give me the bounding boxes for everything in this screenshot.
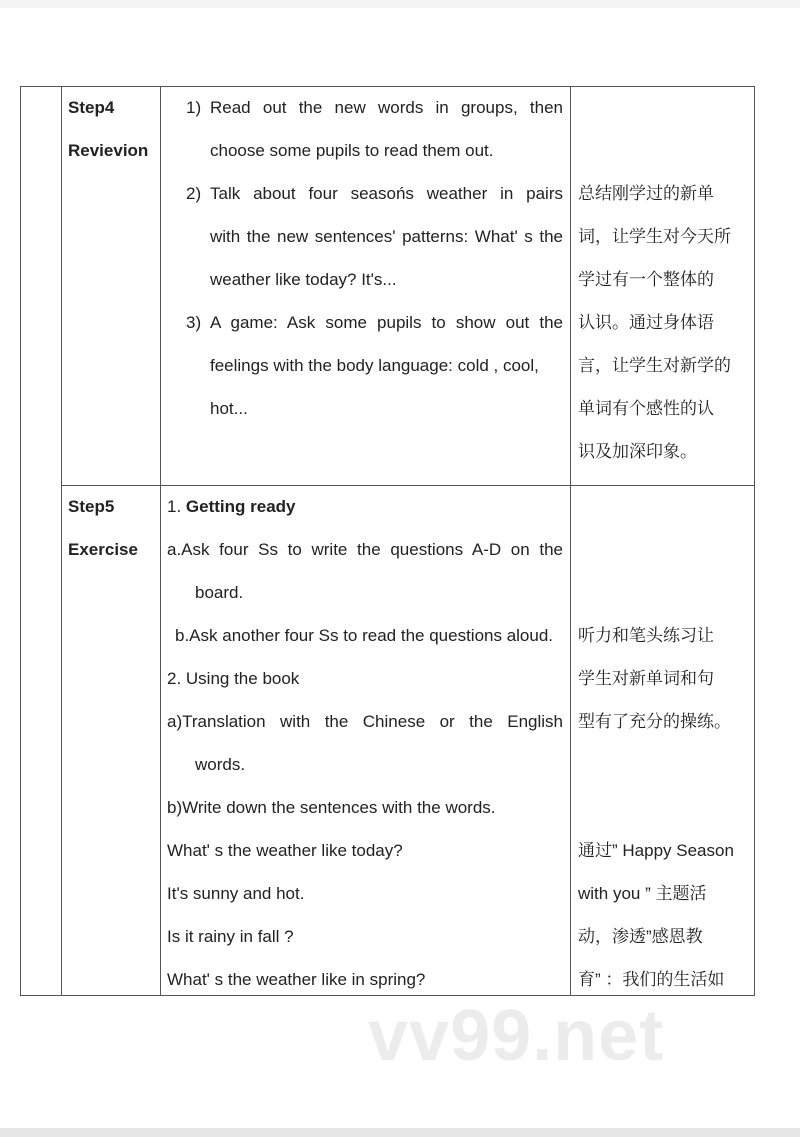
note-line: 认识。通过身体语: [578, 313, 714, 332]
activity-line: [167, 528, 563, 571]
activity-text: choose some pupils to read them out.: [210, 141, 494, 160]
activity-line: [167, 829, 563, 872]
note-line: 学过有一个整体的: [578, 270, 714, 289]
note-line: 识及加深印象。: [578, 442, 697, 461]
note-line: 学生对新单词和句: [578, 669, 714, 688]
activity-line: [167, 700, 563, 743]
activity-line: [210, 344, 563, 387]
activity-text: a.Ask four Ss to write the questions A-D on the: [167, 540, 563, 559]
activity-line: [210, 387, 563, 430]
activity-text: feelings with the body language: cold , cool,: [210, 356, 539, 375]
note-line: 型有了充分的操练。: [578, 712, 731, 731]
activity-text: A game: Ask some pupils to show out the: [210, 313, 563, 332]
note-line: 育” ：我们的生活如: [578, 970, 725, 989]
activity-line: [186, 172, 563, 215]
activity-text: Whatʹ s the weather like in spring?: [167, 970, 426, 989]
step-label: Revievion: [68, 141, 149, 160]
note-line: 通过” Happy Season: [578, 841, 734, 860]
step-label: Step4: [68, 98, 115, 117]
bottom-edge: [0, 1128, 800, 1137]
activity-text: Itʹs sunny and hot.: [167, 884, 305, 903]
activity-line: [175, 614, 563, 657]
activity-line: [210, 258, 563, 301]
activity-text: 2. Using the book: [167, 669, 300, 688]
note-line: 总结刚学过的新单: [578, 184, 714, 203]
table-border-vertical: [160, 86, 161, 996]
table-border-vertical: [570, 86, 571, 996]
list-number: 3): [186, 313, 202, 332]
activity-line: [167, 872, 563, 915]
top-edge: [0, 0, 800, 8]
activity-text: hot...: [210, 399, 248, 418]
activity-text: board.: [195, 583, 244, 602]
activity-line: [186, 86, 563, 129]
activity-text: b.Ask another four Ss to read the questions aloud.: [175, 626, 554, 645]
activity-text: b)Write down the sentences with the words.: [167, 798, 496, 817]
activity-text: with the new sentencesʹ patterns: Whatʹ s the: [210, 227, 563, 246]
activity-text: a)Translation with the Chinese or the English: [167, 712, 563, 731]
section-heading: Getting ready: [185, 497, 296, 516]
list-number: 2): [186, 184, 202, 203]
step-label: Step5: [68, 497, 115, 516]
activity-line: [195, 743, 563, 786]
step-label: Exercise: [68, 540, 138, 559]
watermark: vv99.net: [368, 996, 665, 1076]
activity-line: [195, 571, 563, 614]
note-line: 动，渗透”感恩教: [578, 927, 703, 946]
activity-text: Is it rainy in fall ?: [167, 927, 294, 946]
table-border-vertical: [20, 86, 21, 996]
activity-text: Read out the new words in groups, then: [210, 98, 563, 117]
note-line: with you ” 主题活: [578, 884, 707, 903]
note-line: 听力和笔头练习让: [578, 626, 714, 645]
activity-line: [167, 786, 563, 829]
list-number: 1): [186, 98, 202, 117]
activity-text: Whatʹ s the weather like today?: [167, 841, 403, 860]
activity-text: weather like today? Itʹs...: [210, 270, 397, 289]
activity-line: [167, 485, 563, 528]
activity-line: [210, 215, 563, 258]
activity-text: words.: [195, 755, 246, 774]
note-line: 单词有个感性的认: [578, 399, 714, 418]
activity-line: [167, 915, 563, 958]
activity-line: [210, 129, 563, 172]
table-border-vertical: [754, 86, 755, 996]
activity-text: Talk about four seasońs weather in pairs: [210, 184, 563, 203]
activity-line: [186, 301, 563, 344]
note-line: 词，让学生对今天所: [578, 227, 731, 246]
section-number: 1.: [167, 497, 186, 516]
table-border-vertical: [61, 86, 62, 996]
activity-line: [167, 657, 563, 700]
note-line: 言，让学生对新学的: [578, 356, 731, 375]
